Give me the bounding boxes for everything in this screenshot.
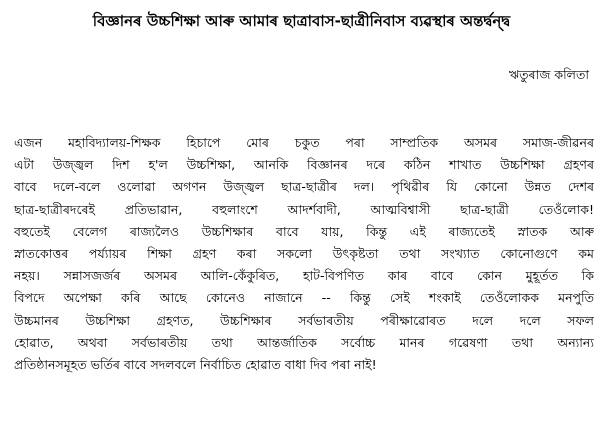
body-line: উচ্চমানৰ উচ্চশিক্ষা গ্ৰহণত, উচ্চশিক্ষাৰ সৰ্বভাৰতীয় পৰীক্ষাৱোৰত দলে দলে সফল bbox=[14, 312, 594, 328]
author-name: ঋতুৰাজ কলিতা bbox=[508, 67, 589, 82]
body-line: প্ৰতিষ্ঠানসমূহত ভৰ্তিৰ বাবে সদলবলে নিৰ্বাচিত হোৱাত বাধা দিব পৰা নাই! bbox=[14, 356, 377, 372]
body-line: বাবে দলে-বলে ওলোৱা অগণন উজ্জ্বল ছাত্ৰ-ছাত্ৰীৰ দল। পৃথিৱীৰ যি কোনো উন্নত দেশৰ bbox=[14, 179, 594, 195]
body-line: স্নাতকোত্তৰ পৰ্য্যায়ৰ শিক্ষা গ্ৰহণ কৰা সকলো উৎকৃষ্টতা তথা সংখ্যাত কোনোগুণে কম bbox=[14, 245, 594, 261]
body-line: নহয়। সন্নাসজৰ্জৰ অসমৰ আলি-কেঁকুৰিত, হাট-বিপণিত কাৰ বাবে কোন মুহূৰ্তত কি bbox=[14, 268, 594, 284]
body-line: বহুতেই বেলেগ ৰাজ্যলৈও উচ্চশিক্ষাৰ বাবে যায়, কিন্তু এই ৰাজ্যতেই স্নাতক আৰু bbox=[14, 223, 594, 239]
article-title: বিজ্ঞানৰ উচ্চশিক্ষা আৰু আমাৰ ছাত্ৰাবাস-ছাত্ৰীনিবাস ব্যৱস্থাৰ অন্তৰ্দ্বন্দ্ব bbox=[92, 12, 511, 30]
body-line: বিপদে অপেক্ষা কৰি আছে কোনেও নাজানে -- কিন্তু সেই শংকাই তেওঁলোকক মনপুতি bbox=[14, 290, 594, 306]
body-line: এটা উজ্জ্বল দিশ হ'ল উচ্চশিক্ষা, আনকি বিজ্ঞানৰ দৰে কঠিন শাখাত উচ্চশিক্ষা গ্ৰহণৰ bbox=[14, 157, 594, 173]
article-body bbox=[14, 132, 594, 376]
body-line: এজন মহাবিদ্যালয়-শিক্ষক হিচাপে মোৰ চকুত পৰা সাম্প্ৰতিক অসমৰ সমাজ-জীৱনৰ bbox=[14, 135, 594, 150]
body-line: হোৱাত, অথবা সৰ্বভাৰতীয় তথা আন্তৰ্জাতিক সৰ্বোচ্চ মানৰ গৱেষণা তথা অন্যান্য bbox=[14, 334, 594, 350]
body-line: ছাত্ৰ-ছাত্ৰীৰদৰেই প্ৰতিভাৱান, বহুলাংশে আদৰ্শবাদী, আত্মবিশ্বাসী ছাত্ৰ-ছাত্ৰী তেওঁলোক! bbox=[14, 201, 594, 217]
